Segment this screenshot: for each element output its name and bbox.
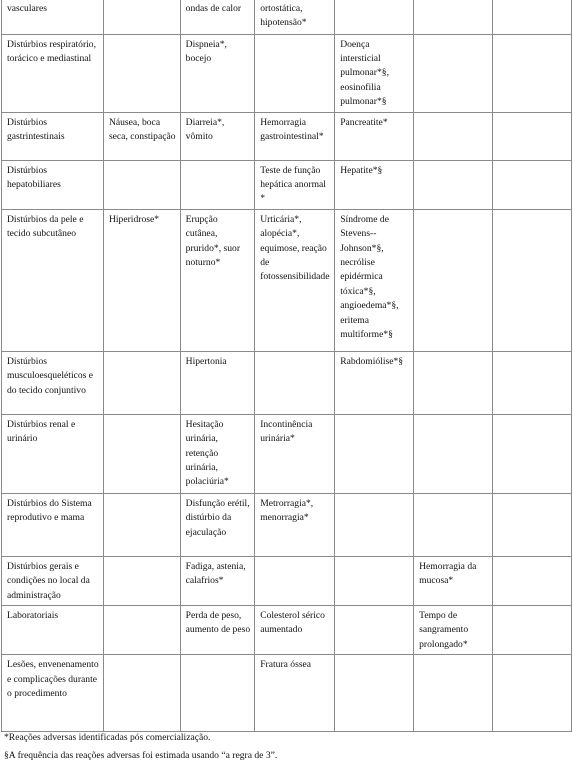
system-organ-class-cell: Distúrbios gastrintestinais: [2, 112, 104, 160]
frequency-cell: ortostática, hipotensão*: [255, 0, 335, 34]
system-organ-class-cell: Distúrbios gerais e condições no local da administração: [2, 556, 104, 605]
frequency-cell: [493, 605, 572, 654]
frequency-cell: [103, 160, 180, 209]
footnote-postmarketing: *Reações adversas identificadas pós comercialização.: [4, 732, 211, 743]
frequency-cell: Urticária*, alopécia*, equimose, reação de fotossensibilidade: [255, 209, 335, 351]
frequency-cell: [493, 414, 572, 493]
footnote-rule-of-three: §A frequência das reações adversas foi estimada usando “a regra de 3”.: [4, 750, 278, 761]
frequency-cell: Hemorragia gastrointestinal*: [255, 112, 335, 160]
frequency-cell: [414, 209, 493, 351]
frequency-cell: [180, 160, 255, 209]
frequency-cell: Hepatite*§: [335, 160, 414, 209]
frequency-cell: [255, 556, 335, 605]
frequency-cell: Metrorragia*, menorragia*: [255, 493, 335, 556]
frequency-cell: [103, 655, 180, 732]
frequency-cell: [335, 655, 414, 732]
frequency-cell: [103, 556, 180, 605]
frequency-cell: [414, 160, 493, 209]
frequency-cell: [493, 160, 572, 209]
frequency-cell: [103, 605, 180, 654]
frequency-cell: [335, 556, 414, 605]
system-organ-class-cell: Laboratoriais: [2, 605, 104, 654]
frequency-cell: Fadiga, astenia, calafrios*: [180, 556, 255, 605]
frequency-cell: Fratura óssea: [255, 655, 335, 732]
frequency-cell: [493, 351, 572, 414]
system-organ-class-cell: Distúrbios musculoesqueléticos e do tecido conjuntivo: [2, 351, 104, 414]
frequency-cell: [103, 0, 180, 34]
frequency-cell: Doença intersticial pulmonar*§, eosinofilia pulmonar*§: [335, 34, 414, 112]
frequency-cell: [493, 209, 572, 351]
system-organ-class-cell: Distúrbios hepatobiliares: [2, 160, 104, 209]
table-row: [2, 0, 572, 34]
frequency-cell: Pancreatite*: [335, 112, 414, 160]
frequency-cell: Hesitação urinária, retenção urinária, polaciúria*: [180, 414, 255, 493]
system-organ-class-cell: vasculares: [2, 0, 104, 34]
frequency-cell: [414, 112, 493, 160]
frequency-cell: [493, 34, 572, 112]
frequency-cell: Perda de peso, aumento de peso: [180, 605, 255, 654]
table-row: [2, 556, 572, 605]
frequency-cell: Hiperidrose*: [103, 209, 180, 351]
frequency-cell: [180, 655, 255, 732]
frequency-cell: [335, 493, 414, 556]
frequency-cell: [103, 493, 180, 556]
frequency-cell: [414, 655, 493, 732]
frequency-cell: [335, 605, 414, 654]
frequency-cell: ondas de calor: [180, 0, 255, 34]
table-row: [2, 351, 572, 414]
table-row: [2, 34, 572, 112]
frequency-cell: Hemorragia da mucosa*: [414, 556, 493, 605]
system-organ-class-cell: Distúrbios renal e urinário: [2, 414, 104, 493]
system-organ-class-cell: Distúrbios da pele e tecido subcutâneo: [2, 209, 104, 351]
frequency-cell: Incontinência urinária*: [255, 414, 335, 493]
system-organ-class-cell: Distúrbios respiratório, torácico e mediastinal: [2, 34, 104, 112]
frequency-cell: Rabdomiólise*§: [335, 351, 414, 414]
table-row: [2, 209, 572, 351]
frequency-cell: Dispneia*, bocejo: [180, 34, 255, 112]
frequency-cell: [493, 556, 572, 605]
frequency-cell: [103, 414, 180, 493]
frequency-cell: [414, 0, 493, 34]
frequency-cell: Hipertonia: [180, 351, 255, 414]
frequency-cell: Disfunção erétil, distúrbio da ejaculação: [180, 493, 255, 556]
table-row: [2, 655, 572, 732]
table-row: [2, 160, 572, 209]
frequency-cell: Diarreia*, vômito: [180, 112, 255, 160]
frequency-cell: [103, 34, 180, 112]
frequency-cell: [493, 0, 572, 34]
frequency-cell: [414, 414, 493, 493]
table-body: [2, 0, 572, 732]
frequency-cell: [414, 493, 493, 556]
table-row: [2, 493, 572, 556]
frequency-cell: Síndrome de Stevens--Johnson*§, necrólise epidérmica tóxica*§, angioedema*§, eritema multiforme*§: [335, 209, 414, 351]
frequency-cell: Náusea, boca seca, constipação: [103, 112, 180, 160]
frequency-cell: [493, 112, 572, 160]
frequency-cell: [103, 351, 180, 414]
frequency-cell: [414, 351, 493, 414]
frequency-cell: [493, 655, 572, 732]
frequency-cell: Colesterol sérico aumentado: [255, 605, 335, 654]
frequency-cell: Erupção cutânea, prurido*, suor noturno*: [180, 209, 255, 351]
frequency-cell: Tempo de sangramento prolongado*: [414, 605, 493, 654]
table-row: [2, 112, 572, 160]
frequency-cell: [335, 414, 414, 493]
frequency-cell: [255, 351, 335, 414]
table-row: [2, 414, 572, 493]
frequency-cell: [335, 0, 414, 34]
frequency-cell: Teste de função hepática anormal *: [255, 160, 335, 209]
adverse-reactions-table: [1, 0, 572, 732]
system-organ-class-cell: Lesões, envenenamento e complicações durante o procedimento: [2, 655, 104, 732]
frequency-cell: [493, 493, 572, 556]
system-organ-class-cell: Distúrbios do Sistema reprodutivo e mama: [2, 493, 104, 556]
table-row: [2, 605, 572, 654]
frequency-cell: [255, 34, 335, 112]
frequency-cell: [414, 34, 493, 112]
